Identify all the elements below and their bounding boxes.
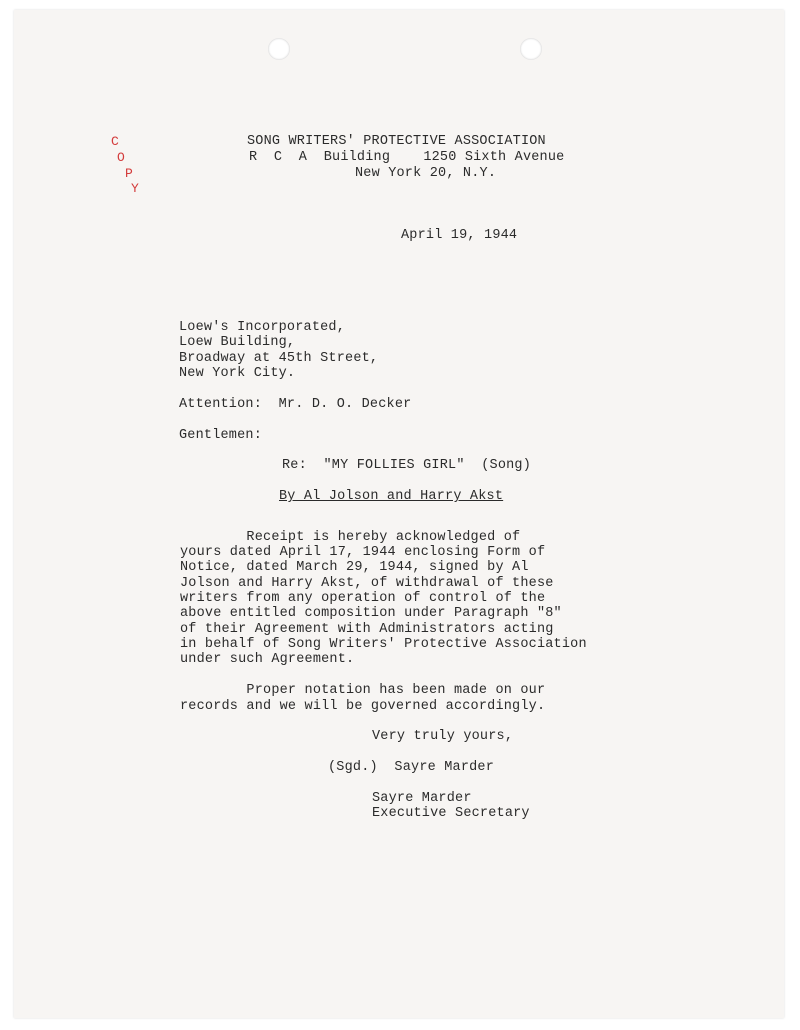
copy-stamp-letter: C [111,134,119,149]
body-line: Jolson and Harry Akst, of withdrawal of these [180,576,554,591]
copy-stamp-letter: P [125,166,133,181]
subject-re: Re: "MY FOLLIES GIRL" (Song) [282,458,532,473]
copy-stamp-letter: Y [131,181,139,196]
signatory-name: Sayre Marder [372,791,472,806]
body-line: Notice, dated March 29, 1944, signed by Al [180,560,529,575]
subject-authors: By Al Jolson and Harry Akst [279,489,504,504]
letterhead-address: R C A Building 1250 Sixth Avenue [249,150,565,165]
body-line: of their Agreement with Administrators acting [180,622,554,637]
recipient-line: Loew's Incorporated, [179,320,346,335]
recipient-line: Broadway at 45th Street, [179,351,379,366]
body-line: in behalf of Song Writers' Protective Association [180,637,587,652]
copy-stamp-letter: O [117,150,125,165]
signatory-title: Executive Secretary [372,806,530,821]
signed-line: (Sgd.) Sayre Marder [328,760,495,775]
body-line: yours dated April 17, 1944 enclosing Form of [180,545,546,560]
closing: Very truly yours, [372,729,514,744]
salutation: Gentlemen: [179,428,263,443]
attention-line: Attention: Mr. D. O. Decker [179,397,412,412]
body-line: above entitled composition under Paragraph "8" [180,606,562,621]
body-line: Proper notation has been made on our [180,683,546,698]
body-line: Receipt is hereby acknowledged of [180,530,521,545]
recipient-line: Loew Building, [179,335,296,350]
body-line: under such Agreement. [180,652,355,667]
body-line: writers from any operation of control of the [180,591,546,606]
recipient-line: New York City. [179,366,296,381]
punch-hole-left [268,38,290,60]
letter-page [14,10,784,1018]
letterhead-org: SONG WRITERS' PROTECTIVE ASSOCIATION [247,134,546,149]
letterhead-city: New York 20, N.Y. [355,166,497,181]
body-line: records and we will be governed accordingly. [180,699,546,714]
punch-hole-right [520,38,542,60]
letter-date: April 19, 1944 [401,228,518,243]
